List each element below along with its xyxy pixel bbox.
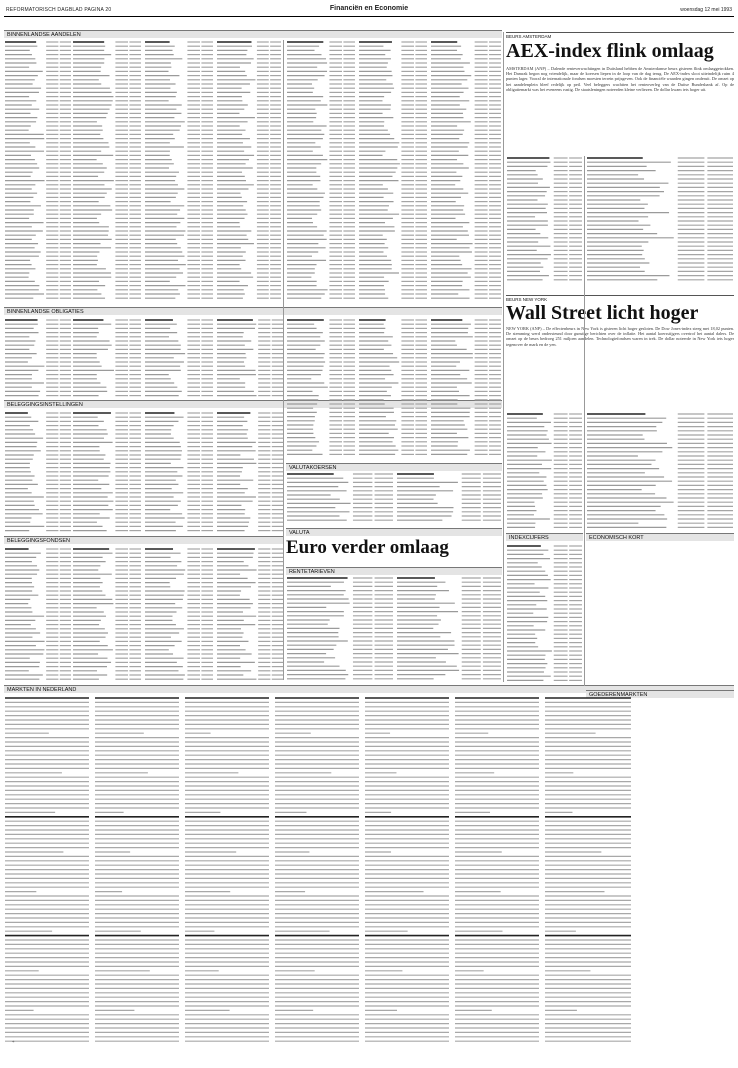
quote-column	[72, 318, 142, 398]
headline-wall-street: Wall Street licht hoger	[506, 302, 699, 324]
report-text-column	[274, 696, 360, 1046]
section-valutakoersen: VALUTAKOERSEN	[286, 463, 502, 471]
quote-column	[72, 547, 142, 683]
quote-column	[216, 40, 282, 304]
quote-column	[430, 40, 502, 304]
report-text-column	[454, 696, 540, 1046]
page-header	[4, 2, 734, 17]
quote-column	[286, 318, 356, 458]
quote-column	[358, 318, 428, 458]
quote-column	[72, 411, 142, 534]
article-aex-body: AMSTERDAM (ANP) – Dalende renteverwachtingen in Duitsland hebben de Amsterdamse beurs gisteren flink omlaaggetrokken. Het Damrak begon nog vriendelijk, maar de koersen liepen in de loop van de dag terug. De AEX-index sloot uiteindelijk ruim 4 punten lager. Vooral de internationale fondsen moesten terrein prijsgeven. Ook de financiële waarden gingen onderuit. De omzet op het aandelenplein bleef redelijk op peil. Veel beleggers wachtten het renteoverleg van de Duitse Bundesbank af. Op de obligatiemarkt was het eveneens rustig. De staatsleningen noteerden kleine verliezen. De dollar kwam iets hoger uit.	[506, 66, 734, 92]
quote-column	[72, 40, 142, 304]
quote-column	[286, 576, 394, 681]
kicker-beurs-amsterdam: BEURS AMSTERDAM	[506, 32, 734, 39]
section-goederenmarkten: GOEDERENMARKTEN	[586, 690, 734, 698]
quote-column	[506, 156, 583, 282]
section-beleggingsinstellingen: BELEGGINGSINSTELLINGEN	[4, 400, 502, 408]
column-rule	[503, 32, 504, 682]
section-rentetarieven: RENTETARIEVEN	[286, 567, 502, 575]
section-indexcijfers: INDEXCIJFERS	[506, 533, 583, 541]
newspaper-page	[4, 2, 734, 1066]
quote-column	[4, 411, 72, 534]
quote-column	[216, 411, 284, 534]
quote-column	[144, 318, 214, 398]
report-text-column	[184, 696, 270, 1046]
quote-column	[506, 544, 583, 684]
quote-column	[144, 40, 214, 304]
quote-column	[586, 156, 734, 282]
quote-column	[358, 40, 428, 304]
column-rule	[584, 156, 585, 686]
quote-column	[4, 318, 72, 398]
quote-column	[286, 40, 356, 304]
print-mark: *	[12, 1041, 15, 1046]
page-header-title: Financiën en Economie	[329, 5, 409, 12]
quote-column	[430, 318, 502, 458]
section-beleggingsfondsen: BELEGGINGSFONDSEN	[4, 536, 284, 544]
quote-column	[4, 40, 72, 304]
quote-column	[506, 412, 583, 530]
quote-column	[216, 318, 284, 398]
quote-column	[396, 472, 502, 526]
page-header-date: woensdag 12 mei 1993	[680, 7, 732, 13]
quote-column	[396, 576, 502, 681]
section-markten-in-nederland: MARKTEN IN NEDERLAND	[4, 685, 734, 693]
report-text-column	[544, 696, 632, 1046]
report-text-column	[364, 696, 450, 1046]
headline-aex: AEX-index flink omlaag	[506, 40, 714, 62]
article-wall-street-body: NEW YORK (ANP) – De effectenbeurs in New York is gisteren licht hoger gesloten. De Dow Jones-index steeg met 18,02 punten. De stemming werd ondersteund door gunstige berichten over de inflatie. Het aantal koersstijgers overtrof het aantal dalers. De omzet op de beurs bedroeg 251 miljoen aandelen. Technologiefondsen waren in trek. De dollar noteerde in New York iets hoger tegenover de mark en de yen.	[506, 326, 734, 347]
column-rule	[283, 40, 284, 680]
report-text-column	[4, 696, 90, 1046]
quote-column	[144, 547, 214, 683]
page-header-left: REFORMATORISCH DAGBLAD PAGINA 20	[6, 7, 112, 13]
headline-euro: Euro verder omlaag	[286, 537, 449, 558]
quote-column	[4, 547, 72, 683]
quote-column	[216, 547, 284, 683]
section-valuta: VALUTA	[286, 528, 502, 536]
section-binnenlandse-obligaties: BINNENLANDSE OBLIGATIES	[4, 307, 502, 315]
quote-column	[286, 472, 394, 526]
report-text-column	[94, 696, 180, 1046]
quote-column	[144, 411, 214, 534]
section-binnenlandse-aandelen: BINNENLANDSE AANDELEN	[4, 30, 502, 38]
quote-column	[586, 412, 734, 530]
section-economisch-kort: ECONOMISCH KORT	[586, 533, 734, 541]
kicker-beurs-new-york: BEURS NEW YORK	[506, 295, 734, 302]
